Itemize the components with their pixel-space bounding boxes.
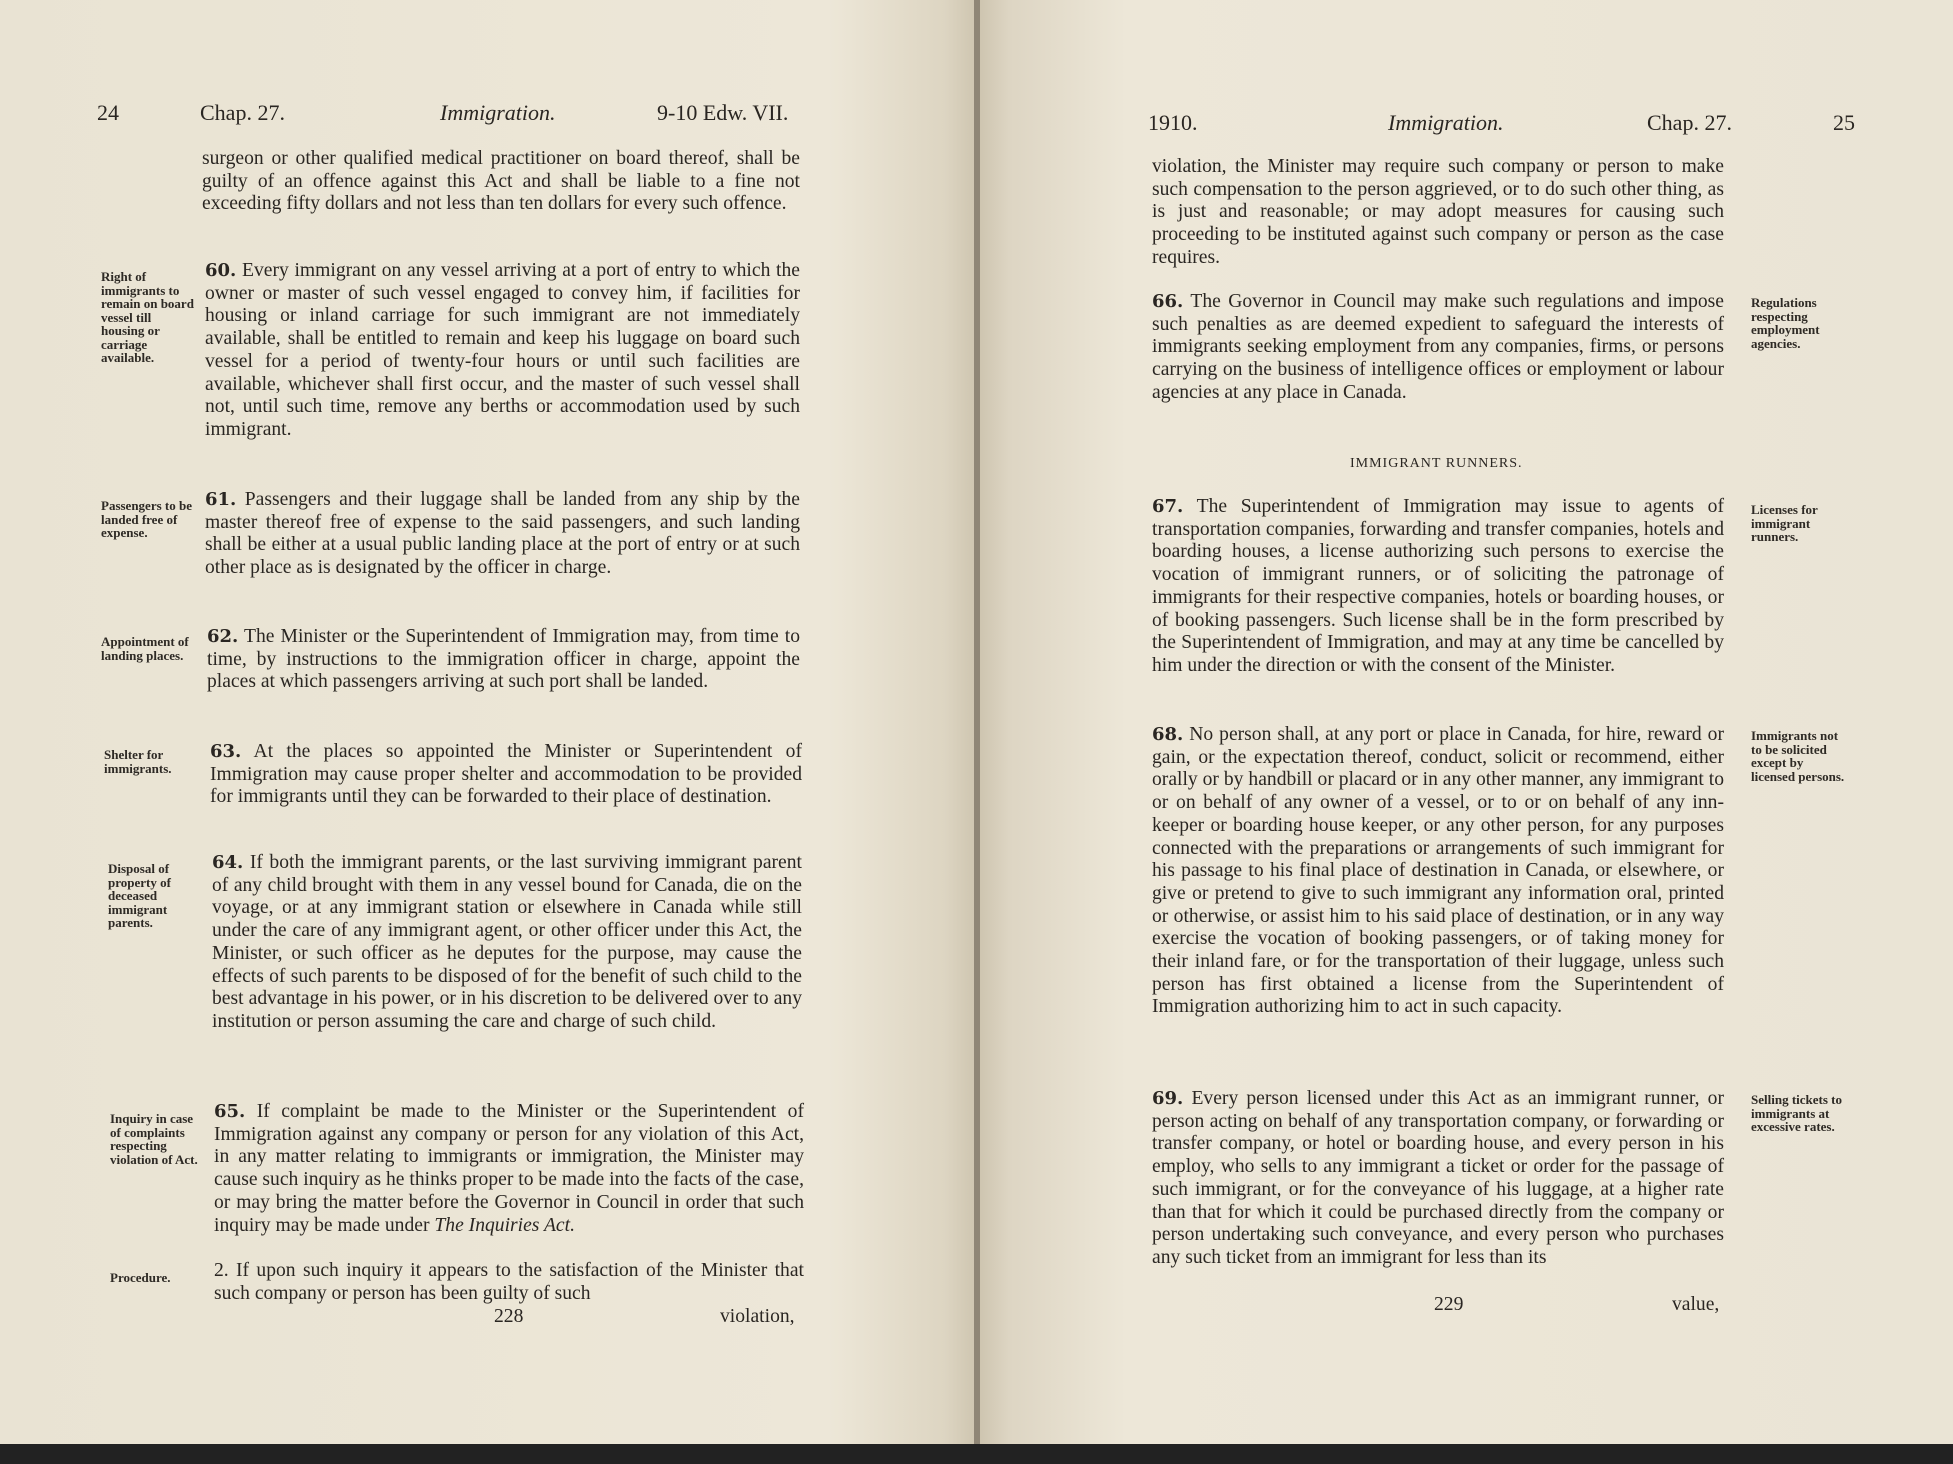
section-number-67: 67. (1152, 496, 1184, 517)
left-page (0, 0, 974, 1464)
scan-bottom-edge (0, 1444, 1953, 1464)
section-69 (1152, 1088, 1724, 1270)
margin-note-63: Shelter for immigrants. (104, 747, 172, 776)
section-number-60: 60. (205, 260, 237, 281)
section-text-61: Passengers and their luggage shall be landed from any ship by the master thereof free of expense to the said passengers, and such landing shall be either at a usual public landing place at the port of entry or at such other place as is designated by the officer in charge. (205, 489, 800, 579)
section-number-64: 64. (212, 852, 244, 873)
right-chapter: Chap. 27. (1647, 110, 1732, 135)
section-68 (1152, 724, 1724, 1019)
section-text-68: No person shall, at any port or place in Canada, for hire, reward or gain, or the expectation thereof, conduct, solicit or recommend, either orally or by handbill or placard or in any other manner, any immigrant to or on behalf of any owner of a vessel, or to or on behalf of any inn-keeper or boarding house keeper, or any other person, for any purposes connected with the preparations or arrangements of such immigrant for his passage to his final place of destination in Canada, or elsewhere, or give or pretend to give to such immigrant any information oral, printed or otherwise, or assist him to his said place of destination, or in any way exercise the vocation of booking passengers, or of taking money for their inland fare, or for the transportation of their luggage, unless such person has first obtained a license from the Superintendent of Immigration authorizing him to act in such capacity. (1152, 724, 1724, 1018)
right-catchword: value, (1672, 1294, 1720, 1315)
margin-note-69: Selling tickets to immigrants at excessive rates. (1751, 1092, 1842, 1134)
section-65-subsection-2: 2. If upon such inquiry it appears to the satisfaction of the Minister that such company or person has been guilty of such (214, 1260, 804, 1304)
section-text-60: Every immigrant on any vessel arriving at a port of entry to which the owner or master of such vessel engaged to convey him, if facilities for housing or inland carriage for such immigrant are not immediately available, shall be entitled to remain and keep his luggage on board such vessel for a period of twenty-four hours or until such facilities are available, whichever shall first occur, and the master of such vessel shall not, until such time, remove any berths or accommodation used by such immigrant. (205, 260, 800, 440)
margin-note-64: Disposal of property of deceased immigrant parents. (108, 861, 171, 930)
margin-note-68: Immigrants not to be solicited except by licensed persons. (1751, 728, 1845, 784)
left-reign: 9-10 Edw. VII. (657, 100, 789, 125)
section-text-69: Every person licensed under this Act as an immigrant runner, or person acting on behalf of any transportation company, or forwarding or transfer company, or hotel or boarding house, and every person in his employ, who sells to any immigrant a ticket or order for the passage of such immigrant, or for the conveyance of his luggage, at a higher rate than that for which it could be purchased directly from the company or person undertaking such conveyance, and every person who purchases any such ticket from an immigrant for less than its (1152, 1088, 1724, 1268)
section-number-65: 65. (214, 1101, 246, 1122)
right-page-number: 25 (1833, 110, 1855, 135)
margin-note-60: Right of immigrants to remain on board vessel till housing or carriage available. (101, 269, 194, 365)
section-text-67: The Superintendent of Immigration may issue to agents of transportation companies, forwarding and transfer companies, hotels and boarding houses, a license authorizing such persons to exercise the vocation of immigrant runners, or of soliciting the patronage of immigrants for their respective companies, hotels or boarding houses, or of booking passengers. Such license shall be in the form prescribed by the Superintendent of Immigration, and may at any time be cancelled by him under the direction or with the consent of the Minister. (1152, 496, 1724, 676)
section-61 (205, 489, 800, 580)
immigrant-runners-heading: IMMIGRANT RUNNERS. (1350, 456, 1523, 471)
left-catchword: violation, (720, 1306, 795, 1327)
section-67 (1152, 496, 1724, 678)
right-folio: 229 (1434, 1294, 1464, 1315)
right-continuation: violation, the Minister may require such company or person to make such compensation to the person aggrieved, or to do such other thing, as is just and reasonable; or may adopt measures for causing such proceeding to be instituted against such company or person as the case requires. (1152, 156, 1724, 268)
section-66 (1152, 291, 1724, 405)
section-65 (214, 1101, 804, 1237)
left-running-title: Immigration. (440, 100, 556, 125)
left-chapter: Chap. 27. (200, 100, 285, 125)
section-number-62: 62. (207, 626, 239, 647)
section-text-65: If complaint be made to the Minister or the Superintendent of Immigration against any company or person for any violation of this Act, in any matter relating to immigrants or immigration, the Minister may cause such inquiry as he thinks proper to be made into the facts of the case, or may bring the matter before the Governor in Council in order that such inquiry may be made under (214, 1101, 804, 1236)
inquiries-act-title: The Inquiries Act. (434, 1214, 575, 1236)
margin-note-66: Regulations respecting employment agencies. (1751, 295, 1820, 351)
left-folio: 228 (494, 1306, 524, 1327)
margin-note-62: Appointment of landing places. (101, 634, 189, 663)
margin-note-65: Inquiry in case of complaints respecting violation of Act. (110, 1111, 198, 1167)
margin-note-procedure: Procedure. (110, 1270, 171, 1285)
section-text-64: If both the immigrant parents, or the last surviving immigrant parent of any child brought with them in any vessel bound for Canada, die on the voyage, or at any immigrant station or elsewhere in Canada while still under the care of any immigrant agent, or other officer under this Act, the Minister, or such officer as he deputes for the purpose, may cause the effects of such parents to be disposed of for the benefit of such child to the best advantage in his power, or in his discretion to be delivered over to any institution or person assuming the care and charge of such child. (212, 852, 802, 1032)
section-number-66: 66. (1152, 291, 1184, 312)
right-page (980, 0, 1953, 1464)
section-text-62: The Minister or the Superintendent of Immigration may, from time to time, by instructions to the immigration officer in charge, appoint the places at which passengers arriving at such port shall be landed. (207, 626, 801, 693)
left-continuation: surgeon or other qualified medical practitioner on board thereof, shall be guilty of an offence against this Act and shall be liable to a fine not exceeding fifty dollars and not less than ten dollars for every such offence. (202, 148, 800, 215)
margin-note-61: Passengers to be landed free of expense. (101, 498, 192, 540)
section-text-63: At the places so appointed the Minister or Superintendent of Immigration may cause proper shelter and accommodation to be provided for immigrants until they can be forwarded to their place of destination. (210, 741, 802, 808)
section-number-69: 69. (1152, 1088, 1184, 1109)
section-number-68: 68. (1152, 724, 1184, 745)
section-60 (205, 260, 800, 442)
margin-note-67: Licenses for immigrant runners. (1751, 502, 1818, 544)
section-text-66: The Governor in Council may make such regulations and impose such penalties as are deemed expedient to safeguard the interests of immigrants seeking employment from any companies, firms, or persons carrying on the business of intelligence offices or employment or labour agencies at any place in Canada. (1152, 291, 1724, 403)
right-running-title: Immigration. (1388, 110, 1504, 135)
left-page-number: 24 (97, 100, 119, 125)
right-year: 1910. (1148, 110, 1198, 135)
section-number-63: 63. (210, 741, 242, 762)
section-63 (210, 741, 802, 809)
section-number-61: 61. (205, 489, 237, 510)
section-64 (212, 852, 802, 1034)
section-62 (207, 626, 800, 694)
